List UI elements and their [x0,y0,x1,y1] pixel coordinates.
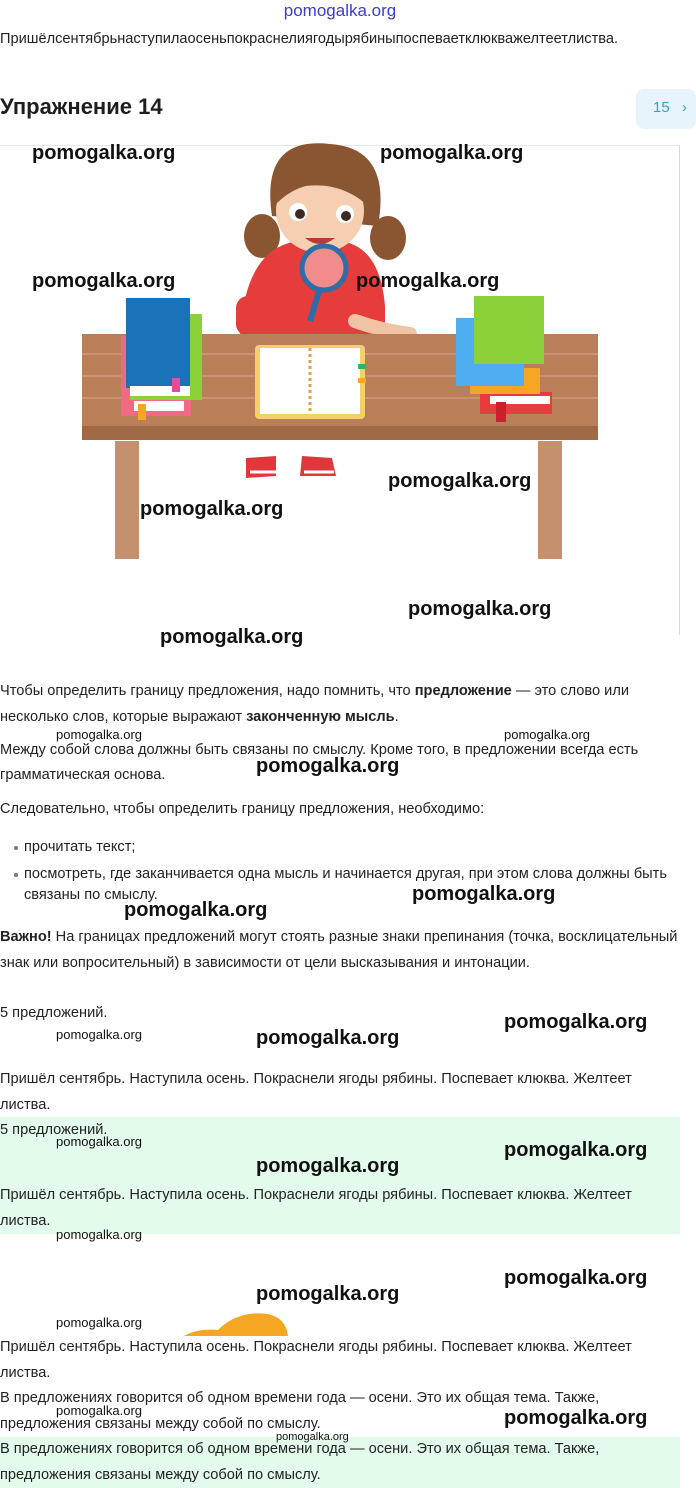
watermark: pomogalka.org [140,498,284,520]
answer-count: 5 предложений. [0,1005,108,1021]
watermark: pomogalka.org [504,727,590,742]
watermark: pomogalka.org [56,1227,142,1242]
top-watermark: pomogalka.org [283,1,397,20]
watermark: pomogalka.org [56,1027,142,1042]
next-page-number: 15 [653,99,670,116]
watermark: pomogalka.org [388,470,532,492]
watermark: pomogalka.org [56,1315,142,1330]
theme-text: В предложениях говорится об одном времени года — осени. Это их общая тема. Также, предложения связаны между собой по смыслу. [0,1390,600,1432]
watermark: pomogalka.org [256,1155,400,1177]
watermark: pomogalka.org [256,1283,400,1305]
watermark: pomogalka.org [124,899,268,921]
watermark: pomogalka.org [56,1134,142,1149]
next-page-button[interactable] [636,89,696,129]
watermark: pomogalka.org [504,1139,648,1161]
top-run-on-text: Пришёлсентябрьнаступилаосеньпокраснелиягодырябиныпоспеваетклюкважелтеетлиства. [0,31,619,47]
answer-text: Пришёл сентябрь. Наступила осень. Покраснели ягоды рябины. Поспевает клюква. Желтеет листва. [0,1187,632,1229]
answer-text: Пришёл сентябрь. Наступила осень. Покраснели ягоды рябины. Поспевает клюква. Желтеет листва. [0,1339,632,1381]
steps-list [0,837,680,912]
watermark: pomogalka.org [408,598,552,620]
watermark: pomogalka.org [276,1431,349,1443]
theme-text: В предложениях говорится об одном времени года — осени. Это их общая тема. Также, предложения связаны между собой по смыслу. [0,1441,600,1483]
explanation-paragraph-2: Между собой слова должны быть связаны по смыслу. Кроме того, в предложении всегда есть грамматическая основа. [0,742,639,783]
watermark: pomogalka.org [256,1027,400,1049]
watermark: pomogalka.org [56,727,142,742]
watermark: pomogalka.org [160,626,304,648]
list-item: посмотреть, где заканчивается одна мысль и начинается другая, при этом слова должны быть связаны по смыслу. [0,864,680,906]
list-item: прочитать текст; [0,837,680,858]
watermark: pomogalka.org [504,1011,648,1033]
chevron-right-icon: › [681,99,687,116]
explanation-paragraph-1: Чтобы определить границу предложения, надо помнить, что предложение — это слово или несколько слов, которые выражают законченную мысль. [0,683,630,725]
watermark: pomogalka.org [380,142,524,164]
watermark: pomogalka.org [32,270,176,292]
watermark: pomogalka.org [32,142,176,164]
leaf-illustration [178,1308,298,1338]
watermark: pomogalka.org [504,1267,648,1289]
watermark: pomogalka.org [256,755,400,777]
watermark: pomogalka.org [504,1407,648,1429]
watermark: pomogalka.org [56,1403,142,1418]
girl-at-desk-illustration [0,146,680,646]
answer-text: Пришёл сентябрь. Наступила осень. Покраснели ягоды рябины. Поспевает клюква. Желтеет листва. [0,1071,632,1113]
watermark: pomogalka.org [412,883,556,905]
exercise-title: Упражнение 14 [0,94,163,119]
explanation-paragraph-3: Следовательно, чтобы определить границу предложения, необходимо: [0,801,485,817]
answer-count: 5 предложений. [0,1122,108,1138]
important-note: Важно! На границах предложений могут стоять разные знаки препинания (точка, восклицательный знак или вопросительный) в зависимости от цели высказывания и интонации. [0,929,678,971]
watermark: pomogalka.org [356,270,500,292]
